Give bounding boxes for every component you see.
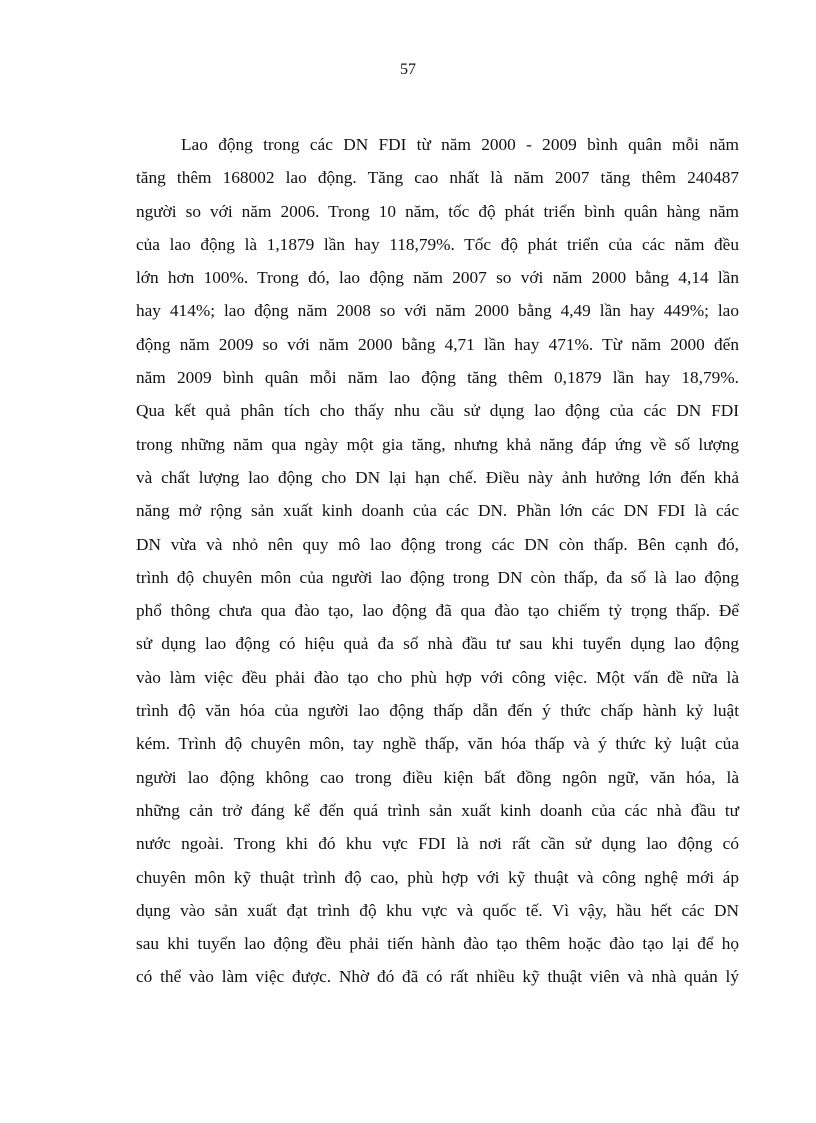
text-line: sử dụng lao động có hiệu quả đa số nhà đầu tư sau khi tuyển dụng lao động — [136, 634, 739, 654]
page-number: 57 — [400, 61, 416, 78]
text-line: DN vừa và nhỏ nên quy mô lao động trong các DN còn thấp. Bên cạnh đó, — [136, 534, 739, 554]
text-line: và chất lượng lao động cho DN lại hạn chế. Điều này ảnh hưởng lớn đến khả — [136, 467, 739, 487]
text-line: Qua kết quả phân tích cho thấy nhu cầu sử dụng lao động của các DN FDI — [136, 401, 739, 421]
text-line: trong những năm qua ngày một gia tăng, nhưng khả năng đáp ứng về số lượng — [136, 434, 739, 454]
body-paragraph — [136, 128, 739, 994]
text-line: năm 2009 bình quân mỗi năm lao động tăng thêm 0,1879 lần hay 18,79%. — [136, 368, 739, 388]
text-line: có thể vào làm việc được. Nhờ đó đã có rất nhiều kỹ thuật viên và nhà quản lý — [136, 967, 739, 987]
text-line: phổ thông chưa qua đào tạo, lao động đã qua đào tạo chiếm tỷ trọng thấp. Để — [136, 601, 739, 621]
text-line: vào làm việc đều phải đào tạo cho phù hợp với công việc. Một vấn đề nữa là — [136, 667, 739, 687]
text-line: sau khi tuyển lao động đều phải tiến hành đào tạo thêm hoặc đào tạo lại để họ — [136, 934, 739, 954]
text-line: động năm 2009 so với năm 2000 bằng 4,71 lần hay 471%. Từ năm 2000 đến — [136, 334, 739, 354]
text-line: nước ngoài. Trong khi đó khu vực FDI là nơi rất cần sử dụng lao động có — [136, 834, 739, 854]
text-line: dụng vào sản xuất đạt trình độ khu vực và quốc tế. Vì vậy, hầu hết các DN — [136, 900, 739, 920]
text-line: tăng thêm 168002 lao động. Tăng cao nhất là năm 2007 tăng thêm 240487 — [136, 168, 739, 188]
text-line: trình độ văn hóa của người lao động thấp dẫn đến ý thức chấp hành kỷ luật — [136, 701, 739, 721]
text-line: lớn hơn 100%. Trong đó, lao động năm 2007 so với năm 2000 bằng 4,14 lần — [136, 268, 739, 288]
text-line: người so với năm 2006. Trong 10 năm, tốc độ phát triển bình quân hàng năm — [136, 201, 739, 221]
text-line: chuyên môn kỹ thuật trình độ cao, phù hợp với kỹ thuật và công nghệ mới áp — [136, 867, 739, 887]
text-line: của lao động là 1,1879 lần hay 118,79%. Tốc độ phát triển của các năm đều — [136, 234, 739, 254]
text-line: Lao động trong các DN FDI từ năm 2000 - 2009 bình quân mỗi năm — [181, 135, 739, 154]
text-line: kém. Trình độ chuyên môn, tay nghề thấp, văn hóa thấp và ý thức kỷ luật của — [136, 734, 739, 754]
text-line: hay 414%; lao động năm 2008 so với năm 2000 bằng 4,49 lần hay 449%; lao — [136, 301, 739, 321]
text-line: người lao động không cao trong điều kiện bất đồng ngôn ngữ, văn hóa, là — [136, 767, 739, 787]
text-line: những cản trở đáng kể đến quá trình sản xuất kinh doanh của các nhà đầu tư — [136, 800, 739, 820]
text-line: năng mở rộng sản xuất kinh doanh của các DN. Phần lớn các DN FDI là các — [136, 501, 739, 521]
text-line: trình độ chuyên môn của người lao động trong DN còn thấp, đa số là lao động — [136, 567, 739, 587]
